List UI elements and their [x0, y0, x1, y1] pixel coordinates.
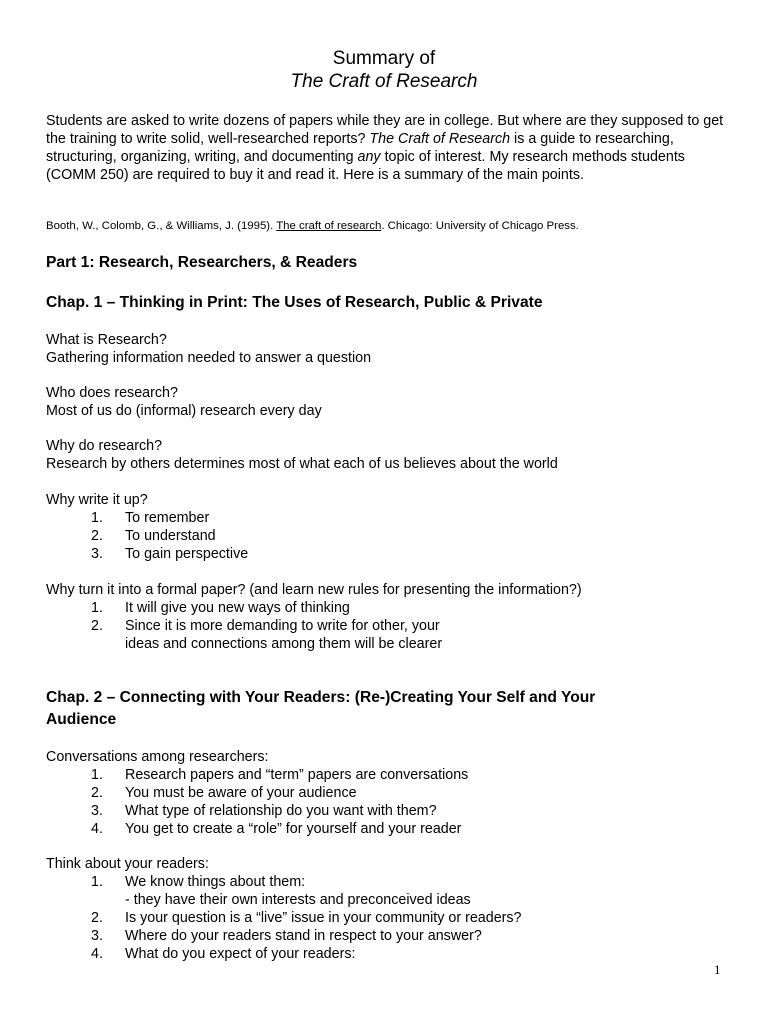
citation-authors: Booth, W., Colomb, G., & Williams, J. (1995).	[46, 220, 277, 232]
citation-book: The craft of research	[276, 220, 382, 232]
intro-italic-any: any	[357, 149, 381, 166]
chap1-question-4: Why write it up?	[46, 492, 148, 508]
intro-text-2: is a guide to researching, structuring, organizing, writing, and documenting	[46, 131, 674, 166]
chap1-answer-2: Most of us do (informal) research every day	[46, 403, 322, 419]
chap1-question-1: What is Research?	[46, 332, 167, 348]
title-line-2: The Craft of Research	[290, 71, 478, 92]
list-item: 2. You must be aware of your audience	[91, 785, 357, 801]
list-subitem: - they have their own interests and preconceived ideas	[125, 892, 471, 908]
chap2-heading-line-2: Audience	[46, 711, 117, 728]
page-number: 1	[714, 962, 721, 977]
citation	[46, 219, 579, 233]
chap1-question-5: Why turn it into a formal paper? (and learn new rules for presenting the information?)	[46, 582, 582, 598]
list-item: 2. To understand	[91, 528, 216, 544]
list-item: 3. To gain perspective	[91, 546, 249, 562]
chap1-answer-1: Gathering information needed to answer a question	[46, 350, 372, 366]
list-item: 1. It will give you new ways of thinking	[91, 600, 350, 616]
list-item: 2. Since it is more demanding to write for other, your	[91, 618, 440, 634]
chap2-heading-line-1: Chap. 2 – Connecting with Your Readers: (Re-)Creating Your Self and Your	[46, 689, 596, 706]
list-item: 4. What do you expect of your readers:	[91, 946, 356, 962]
intro-paragraph	[46, 112, 736, 184]
chap2-question-1: Conversations among researchers:	[46, 749, 269, 765]
list-item: 4. You get to create a “role” for yourself and your reader	[91, 821, 462, 837]
chap1-answer-3: Research by others determines most of what each of us believes about the world	[46, 456, 558, 472]
intro-italic-title: The Craft of Research	[369, 131, 511, 148]
intro-text-3: topic of interest. My research methods students (COMM 250) are required to buy it and read it. Here is a summary of the main points.	[46, 149, 685, 184]
chap1-question-2: Who does research?	[46, 385, 178, 401]
list-item-continuation: ideas and connections among them will be clearer	[125, 636, 443, 652]
chap2-question-2: Think about your readers:	[46, 856, 209, 872]
list-item: 3. Where do your readers stand in respect to your answer?	[91, 928, 482, 944]
intro-text-1: Students are asked to write dozens of papers while they are in college. But where are they supposed to get the training to write solid, well-researched reports?	[46, 113, 724, 148]
title-line-1: Summary of	[332, 48, 436, 69]
list-item: 2. Is your question is a “live” issue in your community or readers?	[91, 910, 522, 926]
citation-publisher: . Chicago: University of Chicago Press.	[381, 220, 579, 232]
list-item: 1. Research papers and “term” papers are conversations	[91, 767, 469, 783]
part1-heading: Part 1: Research, Researchers, & Readers	[46, 254, 358, 271]
chap1-question-3: Why do research?	[46, 438, 163, 454]
list-item: 3. What type of relationship do you want with them?	[91, 803, 437, 819]
list-item: 1. We know things about them:	[91, 874, 306, 890]
chap1-heading: Chap. 1 – Thinking in Print: The Uses of Research, Public & Private	[46, 294, 543, 311]
list-item: 1. To remember	[91, 510, 210, 526]
